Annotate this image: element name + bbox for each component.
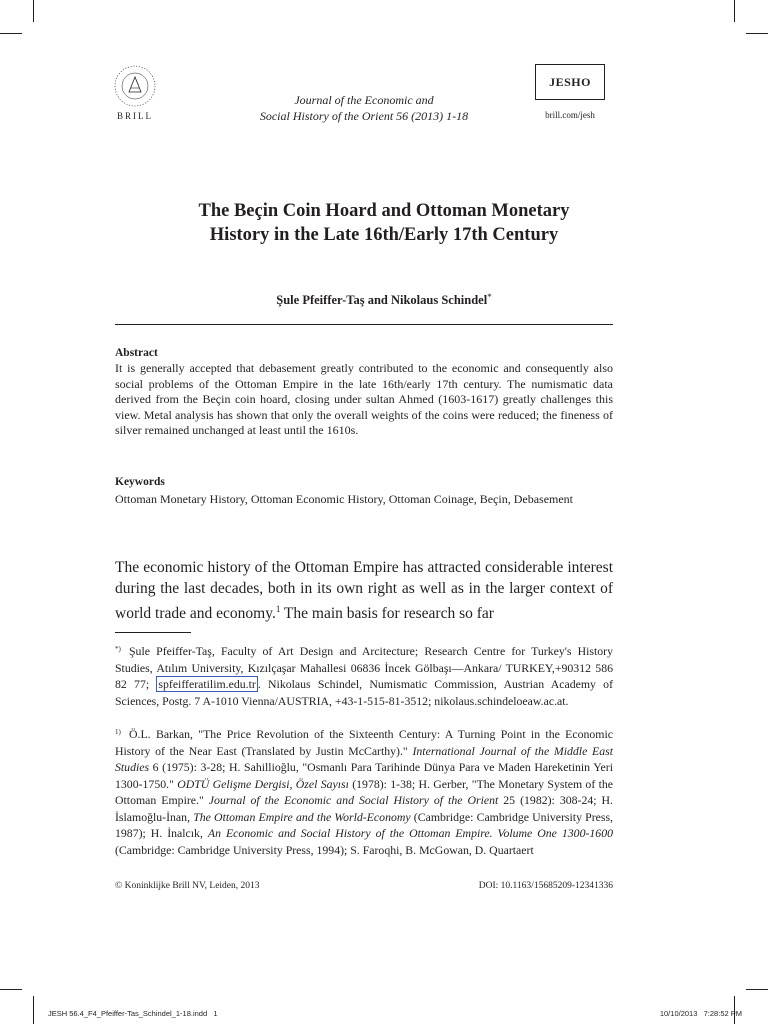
footnote-star-mark: *) bbox=[115, 645, 121, 653]
abstract-text: It is generally accepted that debasement greatly contributed to the economic and consequently also social problems of the Ottoman Empire in the late 16th/early 17th century. The numismatic data derived from the Beçin coin hoard, closing under sultan Ahmed (1603-1617) greatly challenges this view. Metal analysis has shown that only the overall weights of the coins were reduced; the fineness of silver remained unchanged at least until the 1610s. bbox=[115, 361, 613, 437]
abstract-heading: Abstract bbox=[115, 347, 158, 359]
article-title-line1: The Beçin Coin Hoard and Ottoman Monetary bbox=[198, 201, 570, 221]
footnote-1-part2: 6 (1975): 3-28; H. Sahillioğlu, "Osmanlı Para Tarihinde Dünya Para ve Maden Hareketinin Yeri 1300-1750." bbox=[115, 760, 613, 791]
footnote-1-part5: (Cambridge: Cambridge University Press, 1987); H. İnalcık, bbox=[115, 809, 613, 840]
article-title bbox=[130, 199, 638, 247]
crop-mark-top-right-vertical bbox=[734, 0, 735, 22]
jesho-logo-text: JESHO bbox=[549, 75, 591, 89]
crop-mark-bottom-left-vertical bbox=[33, 996, 34, 1024]
keywords-text: Ottoman Monetary History, Ottoman Economic History, Ottoman Coinage, Beçin, Debasement bbox=[115, 492, 574, 506]
footnote-ref-1[interactable]: 1 bbox=[275, 604, 281, 614]
footnote-1-mark: 1) bbox=[115, 728, 121, 736]
journal-title-line2: Social History of the Orient 56 (2013) 1-18 bbox=[259, 109, 469, 123]
journal-title bbox=[214, 92, 514, 124]
publisher-name: BRILL bbox=[117, 111, 153, 121]
footnote-1-part3: (1978): 1-38; H. Gerber, "The Monetary System of the Ottoman Empire." bbox=[115, 776, 613, 807]
email-link[interactable]: spfeifferatilim.edu.tr bbox=[158, 677, 256, 691]
footnote-authors bbox=[115, 643, 613, 709]
doi[interactable]: DOI: 10.1163/15685209-12341336 bbox=[478, 881, 613, 891]
footnote-1-part4: 25 (1982): 308-24; H. İslamoğlu-İnan, bbox=[115, 793, 613, 824]
body-paragraph bbox=[115, 557, 613, 624]
authors-text: Şule Pfeiffer-Taş and Nikolaus Schindel bbox=[276, 293, 488, 307]
body-text-1: The economic history of the Ottoman Empire has attracted considerable interest during the last decades, both in its own right as well as in the larger context of world trade and economy. bbox=[115, 559, 613, 623]
footnote-1-italic2: ODTÜ Gelişme Dergisi, Özel Sayısı bbox=[177, 776, 349, 791]
footnote-star-text-a: Şule Pfeiffer-Taş, Faculty of Art Design and Arcitecture; Research Centre for Turkey's History Studies, Atılım University, Kızılçaşar Mahallesi 06836 İncek Gölbaşı—Ankara/ TURKEY,+90312 586 82 77; bbox=[115, 644, 613, 691]
copyright-notice: © Koninklijke Brill NV, Leiden, 2013 bbox=[115, 881, 260, 891]
print-slug-file: JESH 56.4_F4_Pfeiffer-Tas_Schindel_1-18.indd 1 bbox=[48, 1009, 218, 1018]
authors-footnote-mark: * bbox=[487, 292, 492, 302]
journal-title-line1: Journal of the Economic and bbox=[294, 93, 434, 107]
crop-mark-bottom-left-horizontal bbox=[0, 989, 22, 990]
footnote-1-italic4: The Ottoman Empire and the World-Economy bbox=[193, 809, 411, 824]
footnote-divider bbox=[115, 632, 191, 633]
journal-url[interactable]: brill.com/jesh bbox=[545, 110, 595, 120]
footnote-1-italic1: International Journal of the Middle East Studies bbox=[115, 743, 614, 774]
crop-mark-top-right-horizontal bbox=[746, 33, 768, 34]
keywords-heading: Keywords bbox=[115, 476, 165, 488]
footnote-1 bbox=[115, 726, 613, 858]
footnote-1-italic3: Journal of the Economic and Social History of the Orient bbox=[208, 793, 499, 807]
body-text-2: The main basis for research so far bbox=[280, 605, 494, 623]
footnote-1-part6: (Cambridge: Cambridge University Press, 1994); S. Faroqhi, B. McGowan, D. Quartaert bbox=[115, 842, 534, 857]
footnote-1-part1: Ö.L. Barkan, "The Price Revolution of the Sixteenth Century: A Turning Point in the Economic History of the Near East (Translated by Justin McCarthy)." bbox=[115, 727, 613, 758]
article-title-line2: History in the Late 16th/Early 17th Century bbox=[209, 225, 559, 245]
crop-mark-top-left-horizontal bbox=[0, 33, 22, 34]
crop-mark-bottom-right-horizontal bbox=[746, 989, 768, 990]
footnote-star-text-b: . Nikolaus Schindel, Numismatic Commission, Austrian Academy of Sciences, Postg. 7 A-1010 Vienna/AUSTRIA, +43-1-515-81-3512; nikolaus.schindeloeaw.ac.at. bbox=[115, 677, 614, 708]
article-authors bbox=[150, 292, 618, 308]
print-slug-date: 10/10/2013 7:28:52 PM bbox=[659, 1009, 742, 1018]
crop-mark-top-left-vertical bbox=[33, 0, 34, 22]
footnote-1-italic5: An Economic and Social History of the Ottoman Empire. Volume One 1300-1600 bbox=[207, 826, 613, 840]
title-divider bbox=[115, 324, 613, 325]
